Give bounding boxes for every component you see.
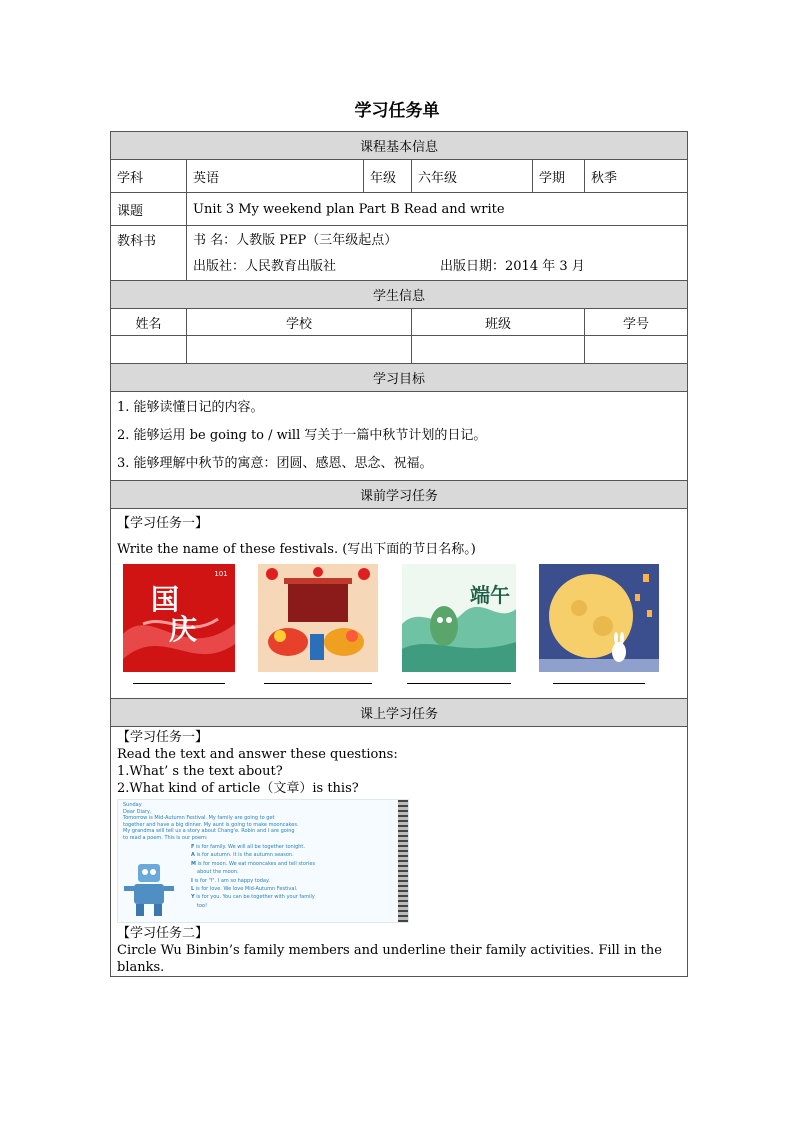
- student-id-input[interactable]: [585, 336, 688, 364]
- task2-title: 【学习任务二】: [117, 926, 209, 941]
- svg-text:端午: 端午: [469, 583, 510, 607]
- diary-line: Tomorrow is Mid-Autumn Festival. My family are going to get: [123, 815, 275, 821]
- poem-line: too!: [197, 902, 208, 909]
- poem-line: L is for love. We love Mid-Autumn Festival.: [191, 886, 298, 893]
- diary-line: together and have a big dinner. My aunt is going to make mooncakes.: [123, 821, 299, 828]
- question-1: 1.What’ s the text about?: [117, 764, 283, 779]
- svg-text:101: 101: [214, 570, 228, 578]
- dragon-boat-image: [402, 564, 516, 672]
- goal-item: 3. 能够理解中秋节的寓意：团圆、感恩、思念、祝福。: [117, 456, 433, 471]
- goals-list: [111, 392, 688, 481]
- task1-intro: Read the text and answer these questions:: [117, 747, 398, 762]
- subject-label: 学科: [111, 160, 187, 193]
- in-class-content: [111, 727, 688, 977]
- textbook-info: [187, 226, 688, 281]
- pre-task-title: 【学习任务一】: [117, 516, 209, 531]
- term-label: 学期: [533, 160, 585, 193]
- poem-line: F is for family. We will all be together tonight.: [191, 844, 305, 850]
- diary-image: [117, 799, 409, 923]
- svg-text:庆: 庆: [168, 613, 198, 646]
- book-name: 书 名：人教版 PEP（三年级起点）: [193, 232, 398, 248]
- festival-item: [258, 564, 378, 684]
- pre-class-content: [111, 509, 688, 699]
- poem-line: I is for "I". I am so happy today.: [191, 877, 270, 884]
- school-input[interactable]: [187, 336, 412, 364]
- national-day-image: [123, 564, 235, 672]
- answer-blank[interactable]: [407, 683, 511, 684]
- col-school: 学校: [187, 309, 412, 336]
- student-info-header: 学生信息: [111, 281, 688, 309]
- task-sheet-table: [110, 131, 688, 977]
- publisher: 出版社：人民教育出版社: [193, 258, 337, 274]
- name-input[interactable]: [111, 336, 187, 364]
- subject-value: 英语: [187, 160, 364, 193]
- in-class-header: 课上学习任务: [111, 699, 688, 727]
- page-title: 学习任务单: [354, 101, 440, 121]
- grade-label: 年级: [364, 160, 412, 193]
- svg-text:国: 国: [150, 583, 180, 616]
- festival-item: [402, 564, 516, 684]
- publisher-line: [193, 254, 681, 280]
- diary-line: to read a poem. This is our poem:: [123, 834, 208, 841]
- course-info-header: 课程基本信息: [111, 132, 688, 160]
- diary-day: Sunday: [123, 802, 142, 808]
- goal-item: 2. 能够运用 be going to / will 写关于一篇中秋节计划的日记。: [117, 428, 487, 443]
- poem-line: M is for moon. We eat mooncakes and tell stories: [191, 860, 316, 867]
- task2-instruction: Circle Wu Binbin’s family members and underline their family activities. Fill in the blanks.: [117, 943, 662, 975]
- col-class: 班级: [412, 309, 585, 336]
- textbook-label: 教科书: [111, 226, 187, 281]
- mid-autumn-image: [539, 564, 659, 672]
- question-2: 2.What kind of article（文章）is this?: [117, 781, 359, 796]
- answer-blank[interactable]: [264, 683, 372, 684]
- festival-item: [539, 564, 659, 684]
- term-value: 秋季: [585, 160, 688, 193]
- diary-greeting: Dear Diary,: [123, 808, 152, 815]
- poem-line: Y is for you. You can be together with your family: [191, 894, 315, 901]
- class-input[interactable]: [412, 336, 585, 364]
- robot-illustration: [120, 858, 182, 920]
- publish-date: 出版日期：2014 年 3 月: [440, 258, 585, 274]
- poem-line: A is for autumn. It is the autumn season.: [191, 852, 294, 859]
- spiral-binding: [398, 800, 408, 922]
- pre-task-instruction: Write the name of these festivals. (写出下面的节日名称。): [117, 542, 476, 557]
- festival-images: [117, 558, 681, 684]
- topic-value: Unit 3 My weekend plan Part B Read and write: [187, 193, 688, 226]
- grade-value: 六年级: [412, 160, 533, 193]
- festival-item: [123, 564, 235, 684]
- topic-label: 课题: [111, 193, 187, 226]
- spring-festival-image: [258, 564, 378, 672]
- pre-class-header: 课前学习任务: [111, 481, 688, 509]
- task1-title: 【学习任务一】: [117, 730, 209, 745]
- goals-header: 学习目标: [111, 364, 688, 392]
- diary-line: My grandma will tell us a story about Chang'e. Robin and I are going: [123, 828, 295, 834]
- col-name: 姓名: [111, 309, 187, 336]
- answer-blank[interactable]: [553, 683, 645, 684]
- goal-item: 1. 能够读懂日记的内容。: [117, 400, 264, 415]
- poem-line: about the moon.: [197, 869, 239, 876]
- answer-blank[interactable]: [133, 683, 225, 684]
- col-student-id: 学号: [585, 309, 688, 336]
